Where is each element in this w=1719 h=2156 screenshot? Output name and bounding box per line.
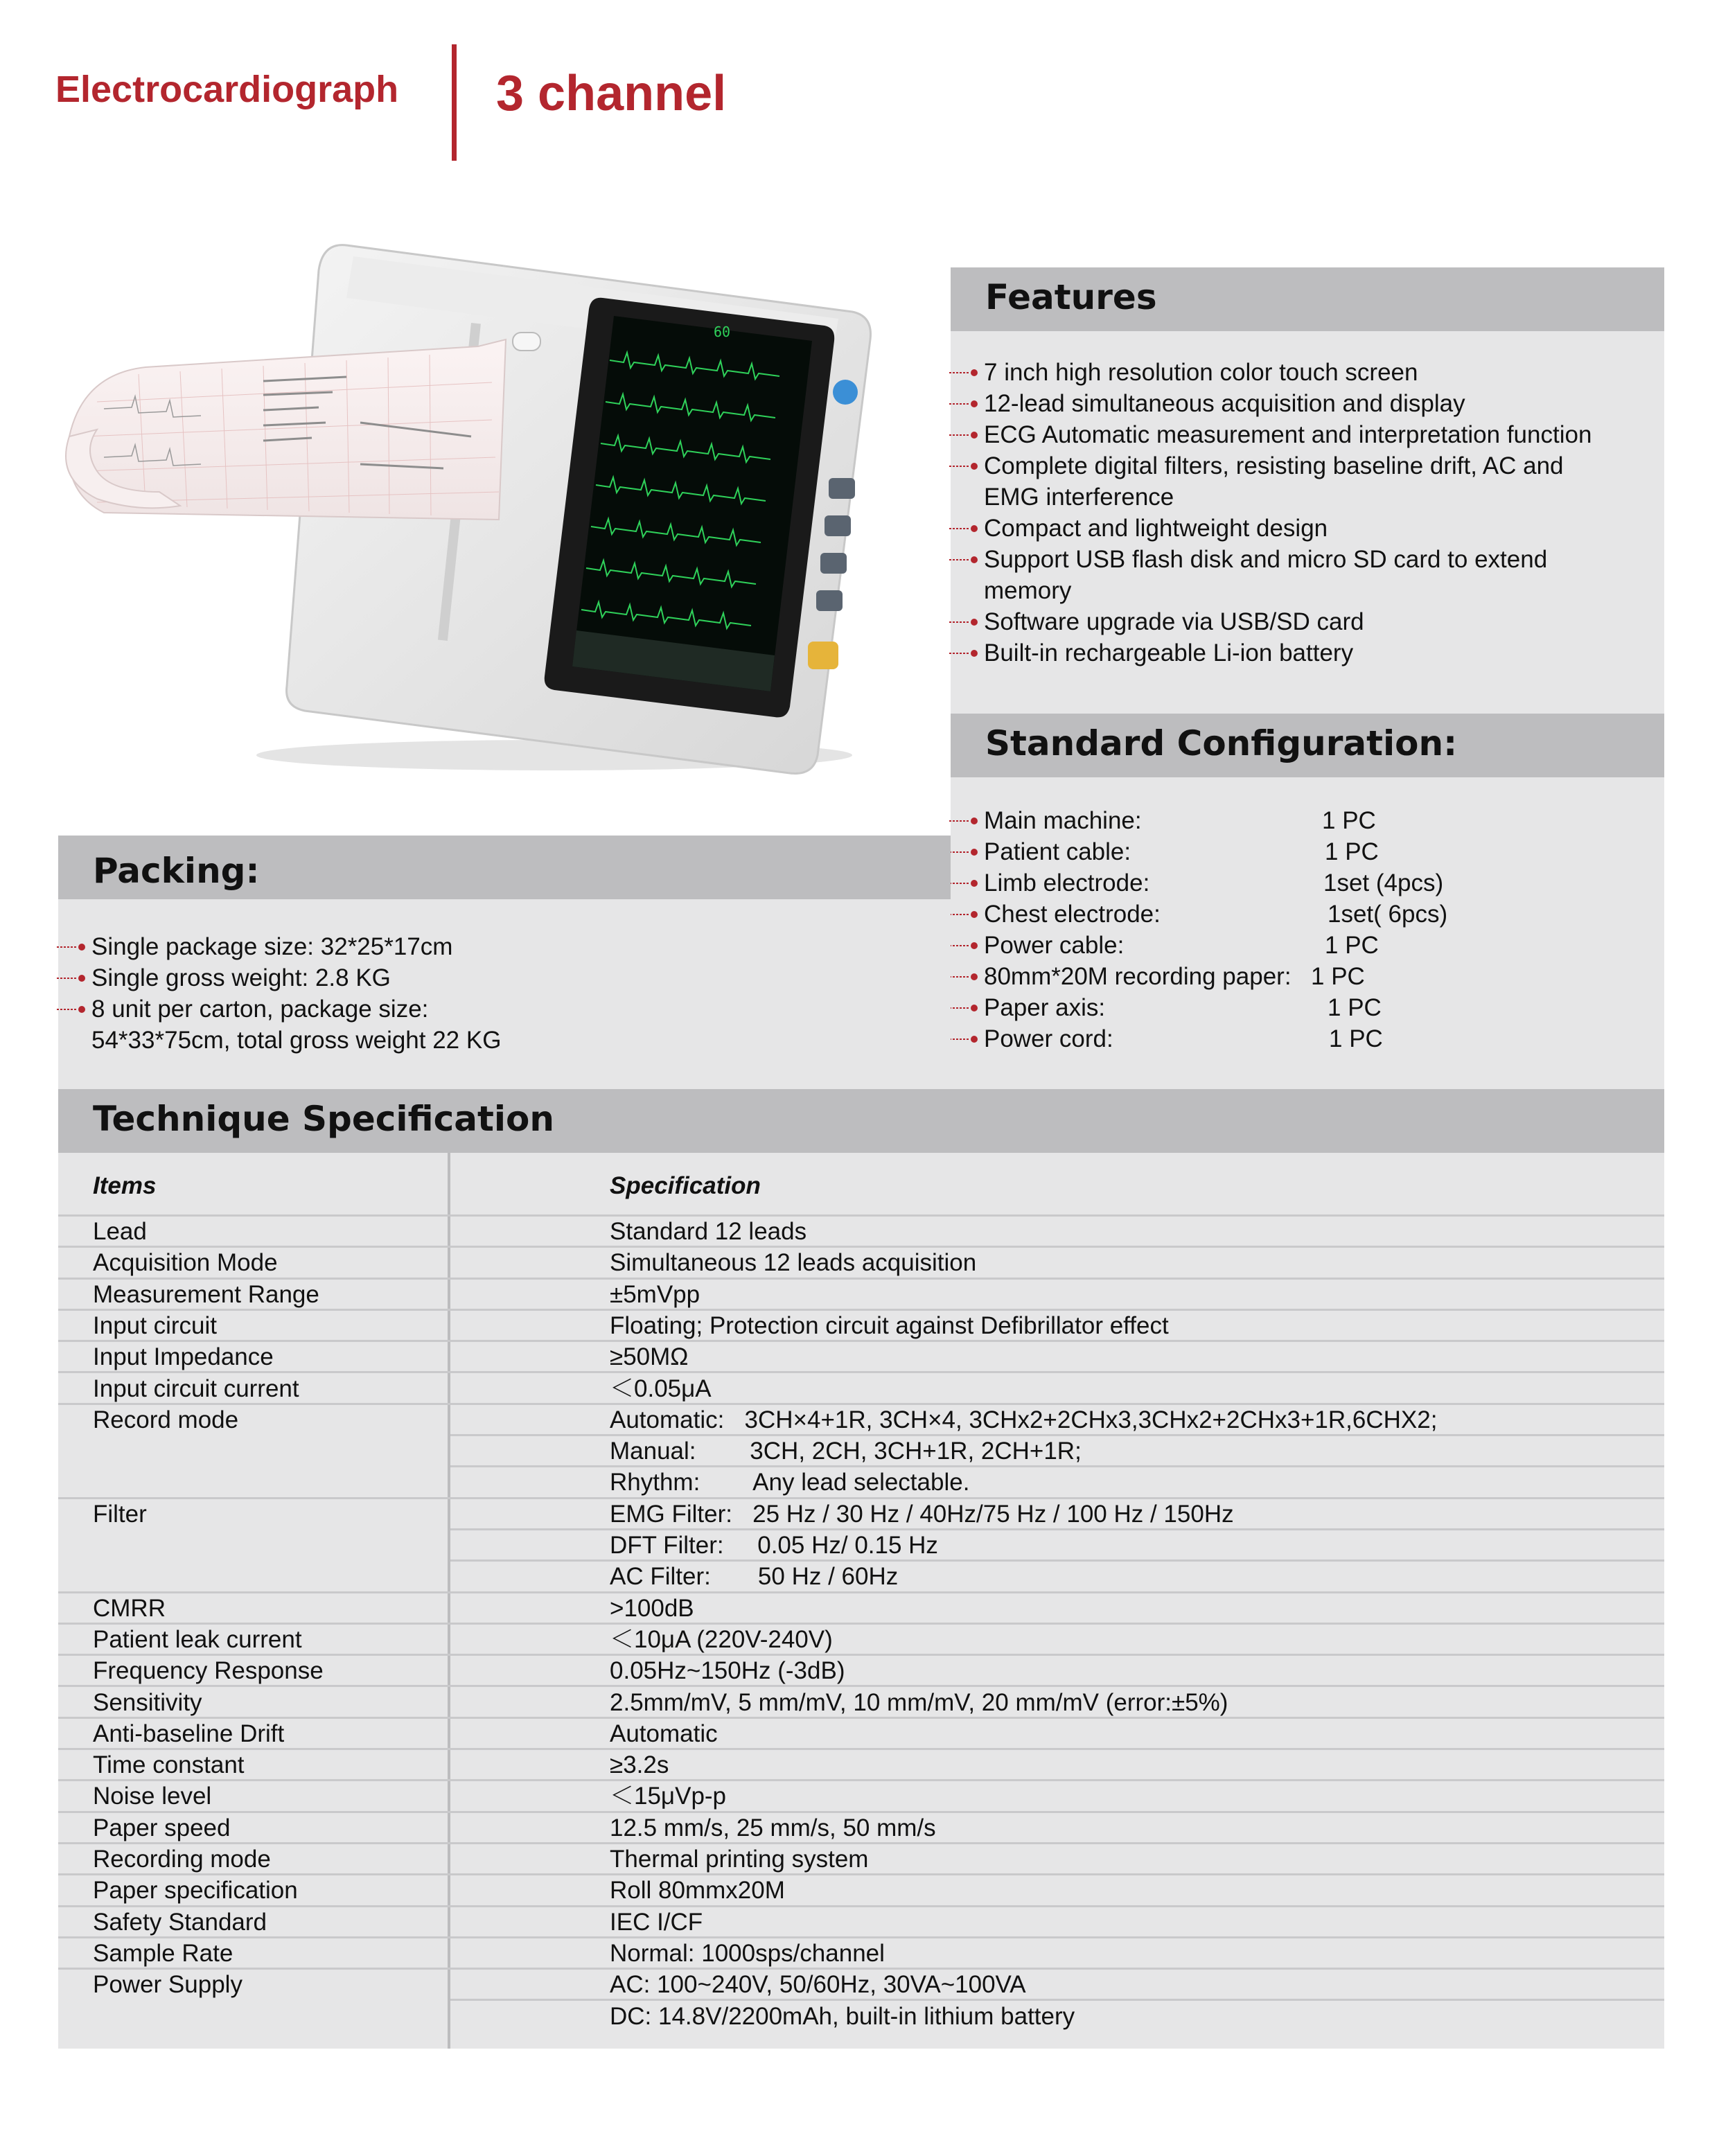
spec-item-value: Normal: 1000sps/channel bbox=[610, 1939, 885, 1967]
spec-title: Technique Specification bbox=[93, 1099, 554, 1139]
feature-text: Support USB flash disk and micro SD card to extend bbox=[984, 546, 1548, 573]
packing-text: 54*33*75cm, total gross weight 22 KG bbox=[91, 1027, 502, 1054]
packing-item bbox=[57, 931, 949, 962]
config-list bbox=[949, 805, 1663, 1054]
key-button-1 bbox=[829, 478, 855, 499]
brand-title: Electrocardiograph bbox=[55, 69, 399, 110]
table-row bbox=[58, 1374, 1664, 1405]
table-row bbox=[58, 2002, 1664, 2033]
config-name: Main machine: bbox=[984, 807, 1142, 834]
table-row bbox=[58, 1938, 1664, 1970]
table-row bbox=[58, 1593, 1664, 1625]
feature-item bbox=[949, 606, 1663, 637]
config-item bbox=[949, 1023, 1663, 1054]
spec-item-name: Paper specification bbox=[93, 1877, 298, 1905]
packing-item-continued bbox=[57, 1025, 949, 1056]
config-qty: 1 PC bbox=[1322, 807, 1376, 834]
bullet-arrow-icon bbox=[949, 1036, 978, 1043]
feature-item bbox=[949, 419, 1663, 450]
config-header bbox=[951, 714, 1664, 777]
bullet-arrow-icon bbox=[949, 1005, 978, 1011]
table-row bbox=[58, 1436, 1664, 1467]
config-title: Standard Configuration: bbox=[985, 723, 1458, 763]
config-item bbox=[949, 805, 1663, 836]
bullet-arrow-icon bbox=[949, 973, 978, 980]
table-row bbox=[58, 1217, 1664, 1248]
feature-text: 7 inch high resolution color touch screen bbox=[984, 359, 1418, 386]
packing-text: Single package size: 32*25*17cm bbox=[91, 933, 453, 960]
config-qty: 1 PC bbox=[1329, 1025, 1383, 1052]
key-button-2 bbox=[825, 515, 851, 536]
table-row bbox=[58, 1280, 1664, 1311]
spec-item-value: >100dB bbox=[610, 1594, 694, 1622]
config-qty: 1 PC bbox=[1325, 838, 1379, 865]
packing-list bbox=[57, 931, 949, 1056]
feature-text: memory bbox=[984, 577, 1072, 604]
spec-item-name: Noise level bbox=[93, 1783, 212, 1810]
printer-button bbox=[513, 333, 540, 351]
config-item bbox=[949, 961, 1663, 992]
spec-item-name: Input circuit current bbox=[93, 1375, 299, 1402]
config-item bbox=[949, 930, 1663, 961]
feature-item bbox=[949, 544, 1663, 575]
bullet-arrow-icon bbox=[949, 650, 978, 657]
feature-text: Complete digital filters, resisting baseline drift, AC and bbox=[984, 452, 1564, 479]
spec-item-value: Floating; Protection circuit against Defibrillator effect bbox=[610, 1311, 1169, 1339]
spec-item-value: ≥50MΩ bbox=[610, 1343, 689, 1371]
spec-item-name: Safety Standard bbox=[93, 1908, 267, 1936]
spec-item-value: ±5mVpp bbox=[610, 1280, 700, 1308]
spec-item-value: Thermal printing system bbox=[610, 1846, 869, 1873]
spec-item-value: EMG Filter: 25 Hz / 30 Hz / 40Hz/75 Hz / 100 Hz / 150Hz bbox=[610, 1500, 1234, 1528]
spec-item-value: 0.05Hz~150Hz (-3dB) bbox=[610, 1657, 845, 1685]
spec-item-value: IEC I/CF bbox=[610, 1908, 703, 1936]
key-button-3 bbox=[820, 553, 847, 574]
feature-text: 12-lead simultaneous acquisition and display bbox=[984, 390, 1465, 417]
table-row bbox=[58, 1248, 1664, 1279]
table-row bbox=[58, 1719, 1664, 1750]
table-row bbox=[58, 1875, 1664, 1907]
spec-item-name: Power Supply bbox=[93, 1971, 243, 1999]
spec-item-value: 2.5mm/mV, 5 mm/mV, 10 mm/mV, 20 mm/mV (error:±5%) bbox=[610, 1688, 1228, 1716]
spec-item-value: 12.5 mm/s, 25 mm/s, 50 mm/s bbox=[610, 1814, 936, 1841]
spec-item-name: CMRR bbox=[93, 1594, 166, 1622]
spec-item-value: Manual: 3CH, 2CH, 3CH+1R, 2CH+1R; bbox=[610, 1438, 1082, 1465]
bullet-arrow-icon bbox=[949, 432, 978, 439]
config-qty: 1 PC bbox=[1325, 932, 1379, 959]
table-row bbox=[58, 1907, 1664, 1938]
config-name: Patient cable: bbox=[984, 838, 1131, 865]
spec-item-value: ＜10μA (220V-240V) bbox=[610, 1625, 833, 1653]
packing-text: 8 unit per carton, package size: bbox=[91, 996, 429, 1023]
bullet-arrow-icon bbox=[949, 619, 978, 626]
table-row bbox=[58, 1656, 1664, 1687]
power-button bbox=[833, 380, 858, 405]
table-row bbox=[58, 1750, 1664, 1781]
spec-item-name: Time constant bbox=[93, 1751, 245, 1779]
start-button bbox=[808, 642, 838, 669]
spec-item-name: Input Impedance bbox=[93, 1343, 274, 1371]
spec-item-value: DC: 14.8V/2200mAh, built-in lithium battery bbox=[610, 2002, 1075, 2030]
table-row bbox=[58, 1311, 1664, 1342]
config-qty: 1set (4pcs) bbox=[1323, 869, 1444, 896]
config-name: Chest electrode: bbox=[984, 901, 1161, 928]
config-item bbox=[949, 992, 1663, 1023]
table-row bbox=[58, 1467, 1664, 1499]
table-row bbox=[58, 1844, 1664, 1875]
bullet-arrow-icon bbox=[57, 975, 86, 982]
model-title: 3 channel bbox=[496, 66, 727, 121]
spec-item-name: Sample Rate bbox=[93, 1939, 233, 1967]
feature-item bbox=[949, 450, 1663, 481]
spec-item-name: Measurement Range bbox=[93, 1280, 319, 1308]
spec-item-name: Frequency Response bbox=[93, 1657, 324, 1685]
features-title: Features bbox=[985, 277, 1157, 317]
bullet-arrow-icon bbox=[949, 556, 978, 563]
spec-item-value: Automatic bbox=[610, 1720, 718, 1747]
feature-text: Built-in rechargeable Li-ion battery bbox=[984, 639, 1354, 666]
config-qty: 1set( 6pcs) bbox=[1328, 901, 1448, 928]
bullet-arrow-icon bbox=[57, 944, 86, 951]
feature-text: Compact and lightweight design bbox=[984, 515, 1328, 542]
key-button-4 bbox=[816, 590, 843, 611]
packing-item bbox=[57, 993, 949, 1025]
table-row bbox=[58, 1813, 1664, 1844]
spec-item-value: Automatic: 3CH×4+1R, 3CH×4, 3CHx2+2CHx3,3CHx2+2CHx3+1R,6CHX2; bbox=[610, 1406, 1438, 1433]
header-divider bbox=[452, 44, 457, 161]
packing-item bbox=[57, 962, 949, 993]
bullet-arrow-icon bbox=[949, 911, 978, 918]
table-row bbox=[58, 1781, 1664, 1812]
table-row bbox=[58, 1688, 1664, 1719]
spec-item-name: Filter bbox=[93, 1500, 147, 1528]
screen-heart-rate: 60 bbox=[714, 324, 731, 340]
spec-item-value: Standard 12 leads bbox=[610, 1218, 807, 1245]
table-row bbox=[58, 1342, 1664, 1373]
packing-header bbox=[58, 836, 951, 899]
feature-text: ECG Automatic measurement and interpretation function bbox=[984, 421, 1592, 448]
table-row bbox=[58, 1625, 1664, 1656]
bullet-arrow-icon bbox=[949, 525, 978, 532]
spec-item-value: AC: 100~240V, 50/60Hz, 30VA~100VA bbox=[610, 1971, 1026, 1999]
spec-item-value: ≥3.2s bbox=[610, 1751, 669, 1779]
spec-item-value: Rhythm: Any lead selectable. bbox=[610, 1469, 970, 1496]
config-item bbox=[949, 899, 1663, 930]
spec-item-value: ＜0.05μA bbox=[610, 1375, 712, 1402]
bullet-arrow-icon bbox=[949, 818, 978, 824]
config-name: Power cord: bbox=[984, 1025, 1113, 1052]
spec-item-value: Roll 80mmx20M bbox=[610, 1877, 785, 1905]
features-header bbox=[951, 267, 1664, 331]
bullet-arrow-icon bbox=[949, 369, 978, 376]
bullet-arrow-icon bbox=[949, 463, 978, 470]
spec-item-name: Paper speed bbox=[93, 1814, 231, 1841]
bullet-arrow-icon bbox=[949, 880, 978, 887]
table-row bbox=[58, 1530, 1664, 1562]
bullet-arrow-icon bbox=[949, 942, 978, 949]
spec-header-row-line bbox=[58, 1186, 1664, 1217]
config-item bbox=[949, 867, 1663, 899]
feature-item bbox=[949, 388, 1663, 419]
config-qty: 1 PC bbox=[1311, 963, 1365, 990]
ecg-device-image bbox=[55, 229, 887, 783]
spec-col-specification: Specification bbox=[610, 1172, 761, 1199]
feature-item bbox=[949, 637, 1663, 669]
table-row bbox=[58, 1970, 1664, 2001]
table-row bbox=[58, 1405, 1664, 1436]
bullet-arrow-icon bbox=[57, 1006, 86, 1013]
spec-col-items: Items bbox=[93, 1172, 157, 1199]
config-name: Power cable: bbox=[984, 932, 1125, 959]
spec-item-name: Patient leak current bbox=[93, 1625, 302, 1653]
feature-item bbox=[949, 513, 1663, 544]
config-qty: 1 PC bbox=[1328, 994, 1382, 1021]
spec-item-name: Recording mode bbox=[93, 1846, 271, 1873]
feature-text: EMG interference bbox=[984, 484, 1174, 511]
table-row bbox=[58, 1499, 1664, 1530]
spec-item-name: Sensitivity bbox=[93, 1688, 202, 1716]
packing-text: Single gross weight: 2.8 KG bbox=[91, 964, 391, 991]
bullet-arrow-icon bbox=[949, 849, 978, 856]
config-name: Limb electrode: bbox=[984, 869, 1150, 896]
features-list bbox=[949, 357, 1663, 669]
spec-header bbox=[58, 1089, 1664, 1153]
spec-item-value: ＜15μVp-p bbox=[610, 1783, 727, 1810]
feature-item bbox=[949, 357, 1663, 388]
feature-text: Software upgrade via USB/SD card bbox=[984, 608, 1364, 635]
config-name: Paper axis: bbox=[984, 994, 1106, 1021]
config-name: 80mm*20M recording paper: bbox=[984, 963, 1292, 990]
spec-item-name: Anti-baseline Drift bbox=[93, 1720, 285, 1747]
spec-item-name: Input circuit bbox=[93, 1311, 217, 1339]
spec-item-name: Acquisition Mode bbox=[93, 1249, 278, 1277]
config-item bbox=[949, 836, 1663, 867]
spec-item-value: DFT Filter: 0.05 Hz/ 0.15 Hz bbox=[610, 1532, 938, 1559]
table-row bbox=[58, 1562, 1664, 1593]
feature-item-continued bbox=[949, 575, 1663, 606]
bullet-arrow-icon bbox=[949, 400, 978, 407]
spec-item-value: AC Filter: 50 Hz / 60Hz bbox=[610, 1563, 899, 1591]
spec-item-name: Lead bbox=[93, 1218, 147, 1245]
feature-item-continued bbox=[949, 481, 1663, 513]
spec-item-name: Record mode bbox=[93, 1406, 239, 1433]
spec-table bbox=[58, 1089, 1664, 2049]
packing-title: Packing: bbox=[93, 851, 260, 891]
spec-item-value: Simultaneous 12 leads acquisition bbox=[610, 1249, 977, 1277]
